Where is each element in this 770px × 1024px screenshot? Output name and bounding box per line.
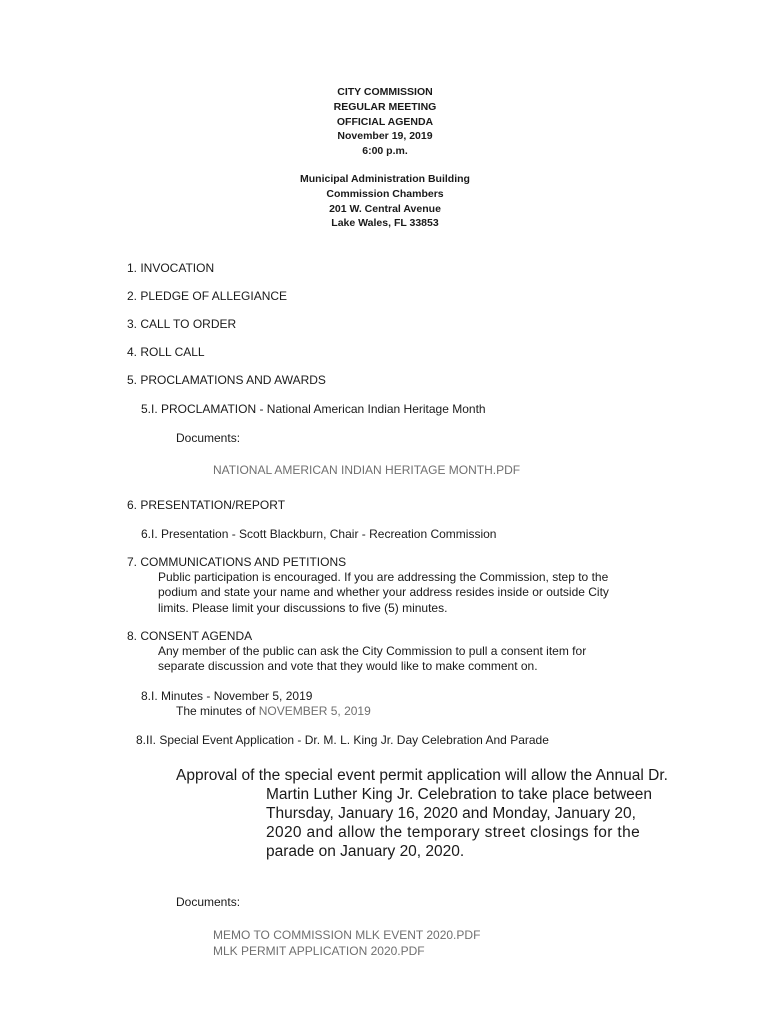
agenda-item-proclamations: 5. PROCLAMATIONS AND AWARDS [127,373,326,387]
document-link[interactable]: MEMO TO COMMISSION MLK EVENT 2020.PDF [213,928,481,942]
special-event-description-line: Approval of the special event permit application will allow the Annual Dr. [176,767,668,784]
agenda-item-pledge: 2. PLEDGE OF ALLEGIANCE [127,289,288,303]
agenda-item-call-to-order: 3. CALL TO ORDER [127,317,237,331]
description-line: Any member of the public can ask the City Commission to pull a consent item for [158,644,587,658]
location-line: 201 W. Central Avenue [329,202,441,215]
location-line: Municipal Administration Building [300,173,470,185]
agenda-item-consent: 8. CONSENT AGENDA [127,629,253,643]
location-line: Lake Wales, FL 33853 [331,217,439,230]
agenda-item-communications: 7. COMMUNICATIONS AND PETITIONS [127,555,347,569]
subitem-proclamation: 5.I. PROCLAMATION - National American Indian Heritage Month [141,402,486,416]
consent-description [158,644,586,675]
minutes-description [176,704,371,719]
agenda-title-block [0,85,770,159]
meeting-date: November 19, 2019 [337,130,433,143]
title-line: REGULAR MEETING [333,100,437,113]
minutes-text: The minutes of [176,704,256,718]
communications-description [158,570,609,616]
title-line: CITY COMMISSION [337,86,433,98]
minutes-link[interactable]: NOVEMBER 5, 2019 [258,704,371,718]
documents-label: Documents: [176,431,241,445]
document-link[interactable]: MLK PERMIT APPLICATION 2020.PDF [213,944,425,958]
title-line: OFFICIAL AGENDA [336,115,434,128]
subitem-minutes: 8.I. Minutes - November 5, 2019 [141,689,313,703]
subitem-presentation: 6.I. Presentation - Scott Blackburn, Chair - Recreation Commission [141,527,497,541]
special-event-description-line: Thursday, January 16, 2020 and Monday, January 20, [266,805,636,822]
document-link[interactable]: NATIONAL AMERICAN INDIAN HERITAGE MONTH.PDF [213,463,521,477]
documents-label: Documents: [176,895,241,909]
special-event-description-line: Martin Luther King Jr. Celebration to take place between [266,786,653,803]
meeting-time: 6:00 p.m. [362,145,408,158]
agenda-item-presentation: 6. PRESENTATION/REPORT [127,498,286,512]
special-event-description-line: 2020 and allow the temporary street closings for the [266,824,641,841]
agenda-item-invocation: 1. INVOCATION [127,261,215,275]
special-event-description-line: parade on January 20, 2020. [266,843,465,860]
description-line: separate discussion and vote that they would like to make comment on. [158,659,538,674]
description-line: Public participation is encouraged. If you are addressing the Commission, step to the [158,570,609,584]
subitem-special-event: 8.II. Special Event Application - Dr. M. L. King Jr. Day Celebration And Parade [136,733,549,747]
agenda-item-roll-call: 4. ROLL CALL [127,345,205,359]
description-line: limits. Please limit your discussions to five (5) minutes. [158,600,448,615]
meeting-location-block [0,172,770,231]
description-line: podium and state your name and whether your address resides inside or outside City [158,585,609,600]
location-line: Commission Chambers [326,187,444,200]
